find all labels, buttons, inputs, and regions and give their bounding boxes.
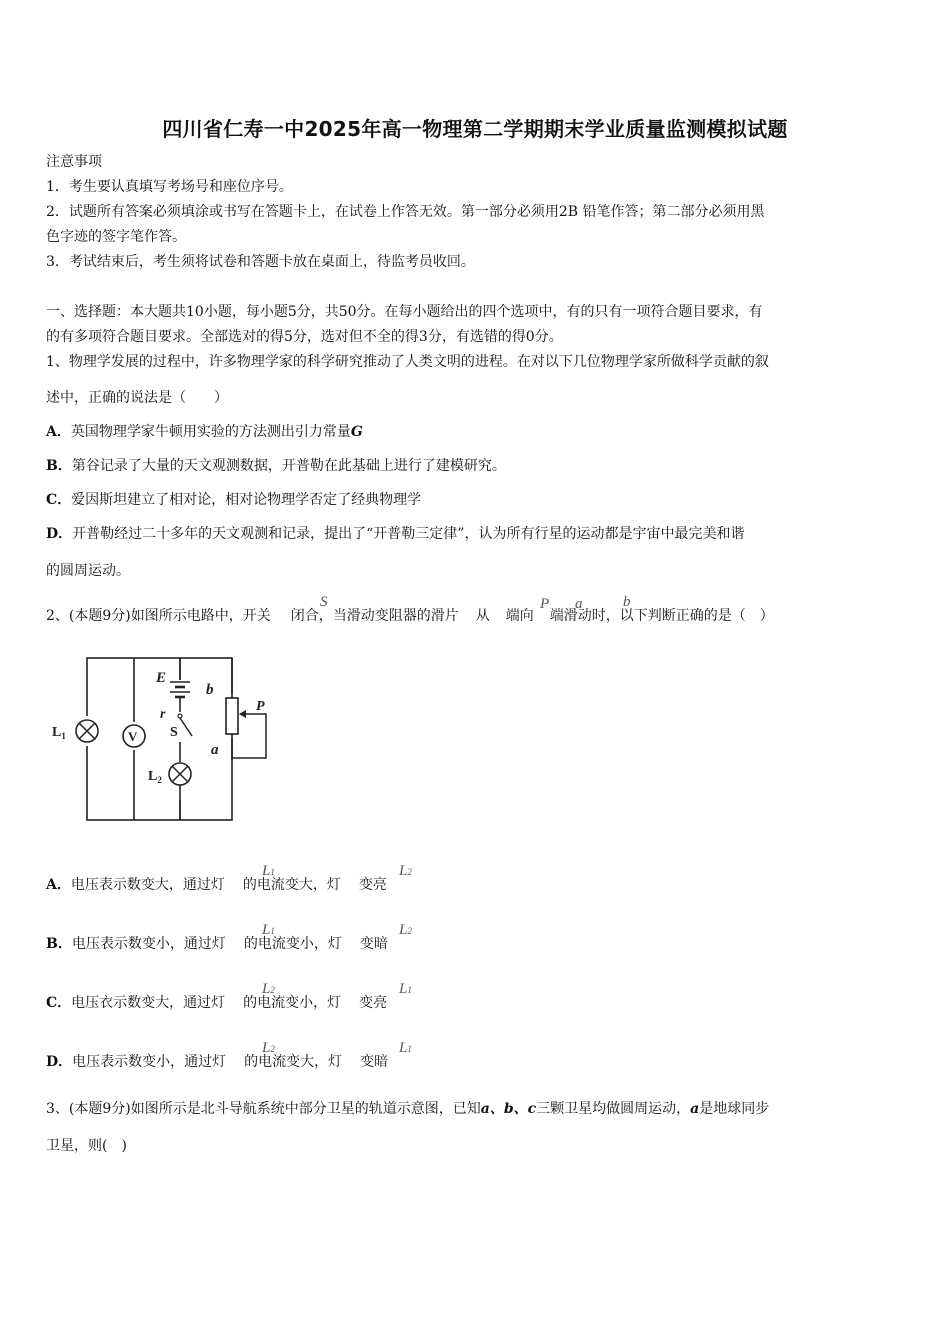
- stem-text: 三颗卫星均做圆周运动，: [536, 1101, 691, 1117]
- stem-variables: a、b、c: [480, 1101, 537, 1117]
- variable-p: P: [540, 596, 550, 612]
- option-label: C．: [46, 995, 72, 1011]
- variable-s: S: [320, 594, 328, 610]
- stem-text: 闭合，当滑动变阻器的滑片: [290, 608, 459, 624]
- variable-a: a: [575, 596, 583, 612]
- option-text: 电压表示数变小，通过灯: [71, 936, 226, 952]
- option-text: 变亮: [358, 877, 387, 893]
- stem-text: 是地球同步: [699, 1101, 770, 1117]
- option-d: [46, 1053, 388, 1071]
- option-b: [46, 457, 506, 475]
- option-d: [46, 525, 744, 543]
- variable-lamp: L1: [262, 922, 275, 938]
- notice-item: 3．考试结束后，考生须将试卷和答题卡放在桌面上，待监考员收回。: [46, 254, 475, 270]
- variable-lamp: L1: [399, 981, 412, 997]
- option-d-cont: 的圆周运动。: [46, 563, 130, 579]
- question-stem: [46, 607, 774, 625]
- option-label: D．: [46, 1054, 73, 1070]
- option-text: 的电流变小，灯: [243, 936, 342, 952]
- option-text: 的电流变大，灯: [242, 877, 341, 893]
- option-text: 变暗: [360, 1054, 389, 1070]
- stem-text: 从: [475, 608, 490, 624]
- option-label: A．: [46, 877, 71, 893]
- question-stem: 1、物理学发展的过程中，许多物理学家的科学研究推动了人类文明的进程。在对以下几位物理学家所做科学贡献的叙: [46, 354, 769, 370]
- section-instructions: 的有多项符合题目要求。全部选对的得5分，选对但不全的得3分，有选错的得0分。: [46, 329, 563, 345]
- label-a: a: [211, 742, 219, 758]
- option-text: 第谷记录了大量的天文观测数据，开普勒在此基础上进行了建模研究。: [71, 458, 506, 474]
- stem-text: 端滑动时，以下判断正确的是（ ）: [549, 608, 774, 624]
- option-c: [46, 994, 387, 1012]
- stem-text: 端向: [505, 608, 534, 624]
- label-l1: $L_1$: [52, 725, 66, 741]
- label-e: E: [156, 670, 167, 686]
- option-text: 的电流变小，灯: [243, 995, 342, 1011]
- option-text: 电压表示数变小，通过灯: [72, 1054, 227, 1070]
- page-title: 四川省仁寿一中2025年高一物理第二学期期末学业质量监测模拟试题: [162, 117, 788, 141]
- notice-item: 色字迹的签字笔作答。: [46, 229, 186, 245]
- section-instructions: 一、选择题：本大题共10小题，每小题5分，共50分。在每小题给出的四个选项中，有的只有一项符合题目要求，有: [46, 304, 763, 320]
- option-text: 的电流变大，灯: [244, 1054, 343, 1070]
- option-text: 电压表示数变大，通过灯: [70, 877, 225, 893]
- label-l2: $L_2$: [148, 769, 162, 785]
- option-text: 电压衣示数变大，通过灯: [71, 995, 226, 1011]
- notice-item: 1．考生要认真填写考场号和座位序号。: [46, 179, 293, 195]
- question-stem: 述中，正确的说法是（ ）: [46, 390, 228, 406]
- option-label: D．: [46, 526, 73, 542]
- stem-text: 3、(本题9分)如图所示是北斗导航系统中部分卫星的轨道示意图，已知: [46, 1101, 481, 1117]
- variable-lamp: L2: [262, 1040, 275, 1056]
- option-a: [46, 876, 387, 894]
- variable-lamp: L2: [262, 981, 275, 997]
- option-label: A．: [46, 424, 71, 440]
- option-text: 变亮: [359, 995, 388, 1011]
- label-r: r: [160, 707, 166, 722]
- option-label: B．: [46, 936, 72, 952]
- variable-lamp: L1: [262, 863, 275, 879]
- option-text: 英国物理学家牛顿用实验的方法测出引力常量: [70, 424, 351, 440]
- label-v: V: [128, 729, 138, 744]
- circuit-diagram: [44, 650, 294, 845]
- label-p: P: [256, 699, 265, 714]
- option-c: [46, 491, 421, 509]
- variable-lamp: L2: [399, 863, 412, 879]
- question-stem: 卫星，则( ): [46, 1138, 127, 1154]
- option-variable: G: [350, 424, 363, 440]
- question-stem: [46, 1100, 769, 1118]
- variable-b: b: [623, 594, 631, 610]
- option-b: [46, 935, 388, 953]
- label-s: S: [170, 725, 178, 740]
- option-label: C．: [46, 492, 72, 508]
- notice-item: 2．试题所有答案必须填涂或书写在答题卡上，在试卷上作答无效。第一部分必须用2B 铅笔作答；第二部分必须用黑: [46, 204, 765, 220]
- label-b: b: [206, 682, 214, 698]
- option-label: B．: [46, 458, 72, 474]
- variable-lamp: L2: [399, 922, 412, 938]
- option-text: 变暗: [359, 936, 388, 952]
- stem-variable: a: [690, 1101, 700, 1117]
- option-a: [46, 423, 363, 441]
- option-text: 爱因斯坦建立了相对论，相对论物理学否定了经典物理学: [71, 492, 422, 508]
- variable-lamp: L1: [399, 1040, 412, 1056]
- notice-heading: 注意事项: [46, 154, 102, 170]
- option-text: 开普勒经过二十多年的天文观测和记录，提出了“开普勒三定律”，认为所有行星的运动都是宇宙中最完美和谐: [72, 526, 745, 542]
- stem-text: 2、(本题9分)如图所示电路中，开关: [46, 608, 271, 624]
